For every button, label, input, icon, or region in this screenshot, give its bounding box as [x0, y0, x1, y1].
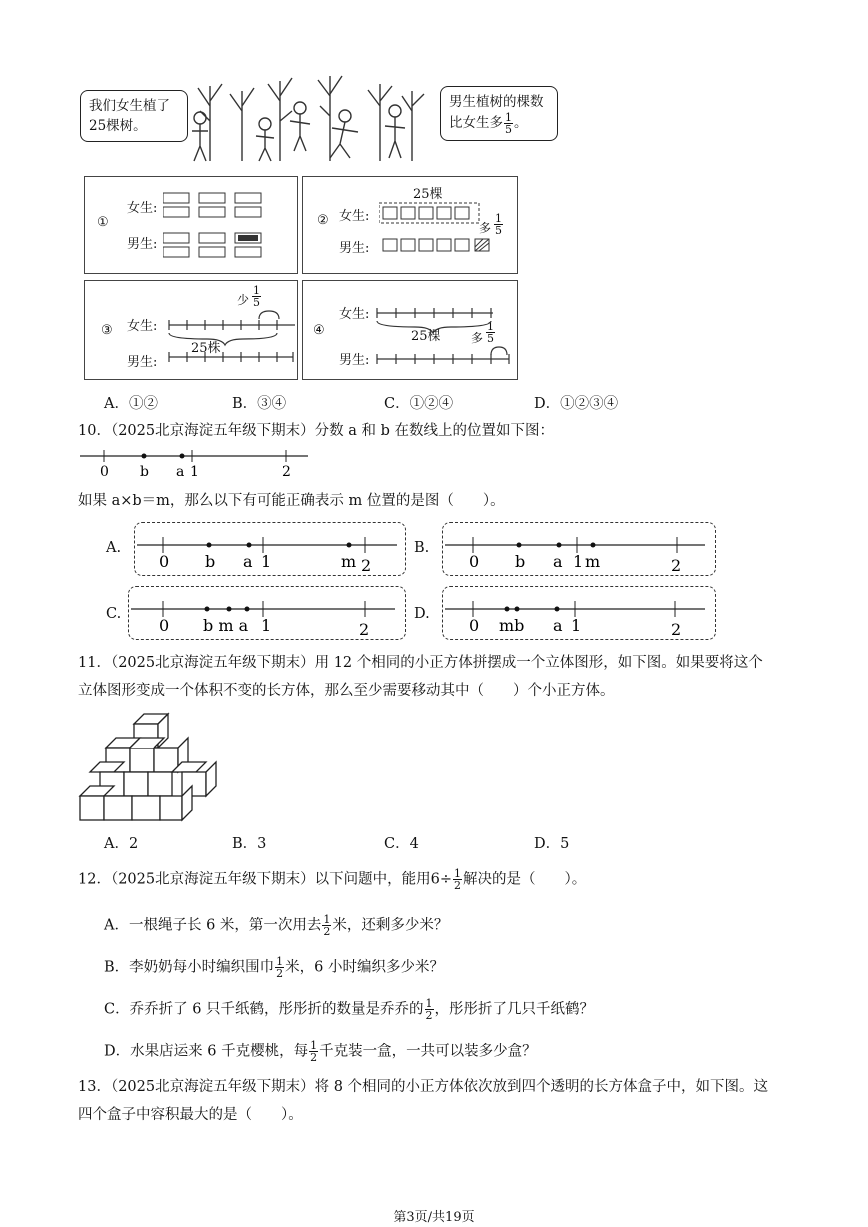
circled-3: ③	[101, 323, 113, 338]
q10-option-c-number-line	[129, 587, 405, 639]
point-a-label: a	[176, 464, 185, 480]
fraction-one-fifth: $\frac{1}{5}$	[253, 284, 260, 309]
q10-option-c-box[interactable]	[128, 586, 406, 640]
svg-text:b: b	[205, 552, 216, 571]
q10-number-line	[78, 446, 314, 482]
q11-text2: 立体图形变成一个体积不变的长方体，那么至少需要移动其中（ ）个小正方体。	[78, 683, 615, 699]
boys-speech-text: 男生植树的棵数比女生多	[449, 94, 544, 131]
q9-option-b[interactable]: B．③④	[232, 396, 287, 412]
children-planting-trees-illustration	[180, 66, 430, 166]
q9-option-c[interactable]: C．①②④	[384, 396, 454, 412]
girls-label: 女生:	[127, 319, 158, 334]
svg-text:a: a	[243, 552, 253, 571]
boys-speech-bubble: 男生植树的棵数比女生多 $\frac{1}{5}$ 。	[440, 86, 558, 141]
fraction-one-fifth: $\frac{1}{5}$	[487, 320, 494, 345]
q9-option-a[interactable]: A．①②	[104, 396, 158, 412]
q9-option-d[interactable]: D．①②③④	[534, 396, 619, 412]
q12-option-c[interactable]: C．乔乔折了 6 只千纸鹤，彤彤折的数量是乔乔的 $\frac{1}{2}$ ，彤彤折了几只千纸鹤？	[104, 997, 595, 1022]
page-footer: 第3页/共19页	[393, 1210, 475, 1225]
shao-label: 少	[237, 293, 250, 307]
svg-text:a: a	[553, 552, 563, 571]
q10-text2: 如果 a×b＝m，那么以下有可能正确表示 m 位置的是图（ ）。	[78, 493, 505, 509]
svg-text:0: 0	[469, 552, 480, 571]
circled-1: ①	[97, 215, 109, 230]
q10-option-d-box[interactable]	[442, 586, 716, 640]
q11-cube-stack-figure	[78, 710, 228, 822]
q10-option-c-letter[interactable]: C.	[106, 606, 122, 622]
circled-2: ②	[317, 213, 329, 228]
svg-text:1: 1	[261, 552, 272, 571]
q12-option-a[interactable]: A．一根绳子长 6 米，第一次用去 $\frac{1}{2}$ 米，还剩多少米？	[104, 913, 449, 938]
svg-text:1: 1	[573, 552, 584, 571]
q12-option-d[interactable]: D．水果店运来 6 千克樱桃，每 $\frac{1}{2}$ 千克装一盒，一共可以装多少盒？	[104, 1039, 537, 1064]
svg-text:b: b	[515, 552, 526, 571]
svg-text:mb: mb	[499, 616, 525, 635]
diagram-2	[302, 176, 518, 274]
trees-25-label: 25棵	[413, 187, 443, 202]
tick-label-1: 1	[190, 464, 199, 480]
circled-4: ④	[313, 323, 325, 338]
q10-option-a-box[interactable]	[134, 522, 406, 576]
svg-text:0: 0	[159, 552, 170, 571]
boys-label: 男生:	[127, 355, 158, 370]
diagram-4	[302, 280, 518, 380]
q12-option-b[interactable]: B．李奶奶每小时编织围巾 $\frac{1}{2}$ 米，6 小时编织多少米？	[104, 955, 444, 980]
q13-text2: 四个盒子中容积最大的是（ ）。	[78, 1107, 303, 1123]
trees-25-label: 25株	[191, 341, 221, 356]
svg-text:a: a	[553, 616, 563, 635]
boys-label: 男生:	[127, 237, 158, 252]
q11-option-b[interactable]: B．3	[232, 836, 267, 852]
boys-label: 男生:	[339, 353, 370, 368]
fraction-one-fifth: $\frac{1}{5}$	[495, 212, 502, 237]
q10-option-a-letter[interactable]: A.	[106, 540, 122, 556]
svg-text:0: 0	[159, 616, 170, 635]
q11-option-d[interactable]: D．5	[534, 836, 570, 852]
trees-25-label: 25棵	[411, 329, 441, 344]
q11-option-c[interactable]: C．4	[384, 836, 419, 852]
q10-option-a-number-line	[135, 523, 405, 575]
svg-text:2: 2	[671, 556, 682, 575]
q11-option-a[interactable]: A．2	[104, 836, 139, 852]
q10-option-d-letter[interactable]: D.	[414, 606, 430, 622]
svg-text:1: 1	[571, 616, 582, 635]
q10-option-b-letter[interactable]: B.	[414, 540, 430, 556]
q10-option-d-number-line	[443, 587, 715, 639]
fraction-one-fifth: $\frac{1}{5}$	[505, 111, 512, 136]
svg-text:2: 2	[361, 556, 372, 575]
segment-line-model	[167, 305, 295, 365]
tick-label-0: 0	[100, 464, 109, 480]
svg-text:m: m	[341, 552, 357, 571]
boys-label: 男生:	[339, 241, 370, 256]
girls-label: 女生:	[339, 209, 370, 224]
q11-text: 11．（2025北京海淀五年级下期末）用 12 个相同的小正方体拼摆成一个立体图形，如下图。如果要将这个	[78, 655, 763, 671]
q13-text: 13．（2025北京海淀五年级下期末）将 8 个相同的小正方体依次放到四个透明的长方体盒子中，如下图。这	[78, 1079, 769, 1095]
girls-label: 女生:	[339, 307, 370, 322]
q10-option-b-number-line	[443, 523, 715, 575]
svg-text:0: 0	[469, 616, 480, 635]
fraction-one-half: $\frac{1}{2}$	[453, 867, 461, 892]
point-b-label: b	[140, 464, 149, 480]
q10-option-b-box[interactable]	[442, 522, 716, 576]
girls-speech-text: 我们女生植了25棵树。	[89, 98, 170, 134]
svg-text:1: 1	[261, 616, 272, 635]
duo-label: 多	[471, 331, 484, 345]
girls-label: 女生:	[127, 201, 158, 216]
duo-label: 多	[479, 221, 492, 235]
girls-boys-dot-boxes	[163, 191, 293, 267]
svg-text:2: 2	[359, 620, 370, 639]
q10-text: 10．（2025北京海淀五年级下期末）分数 a 和 b 在数线上的位置如下图：	[78, 423, 554, 439]
svg-text:m: m	[585, 552, 601, 571]
segment-line-model	[375, 301, 513, 371]
q12-text: 12．（2025北京海淀五年级下期末）以下问题中，能用6÷ $\frac{1}{2}$ 解决的是（ ）。	[78, 867, 587, 892]
svg-text:b m a: b m a	[203, 616, 249, 635]
diagram-3	[84, 280, 298, 380]
tick-label-2: 2	[282, 464, 291, 480]
girls-speech-bubble	[80, 90, 188, 142]
svg-text:2: 2	[671, 620, 682, 639]
diagram-1	[84, 176, 298, 274]
